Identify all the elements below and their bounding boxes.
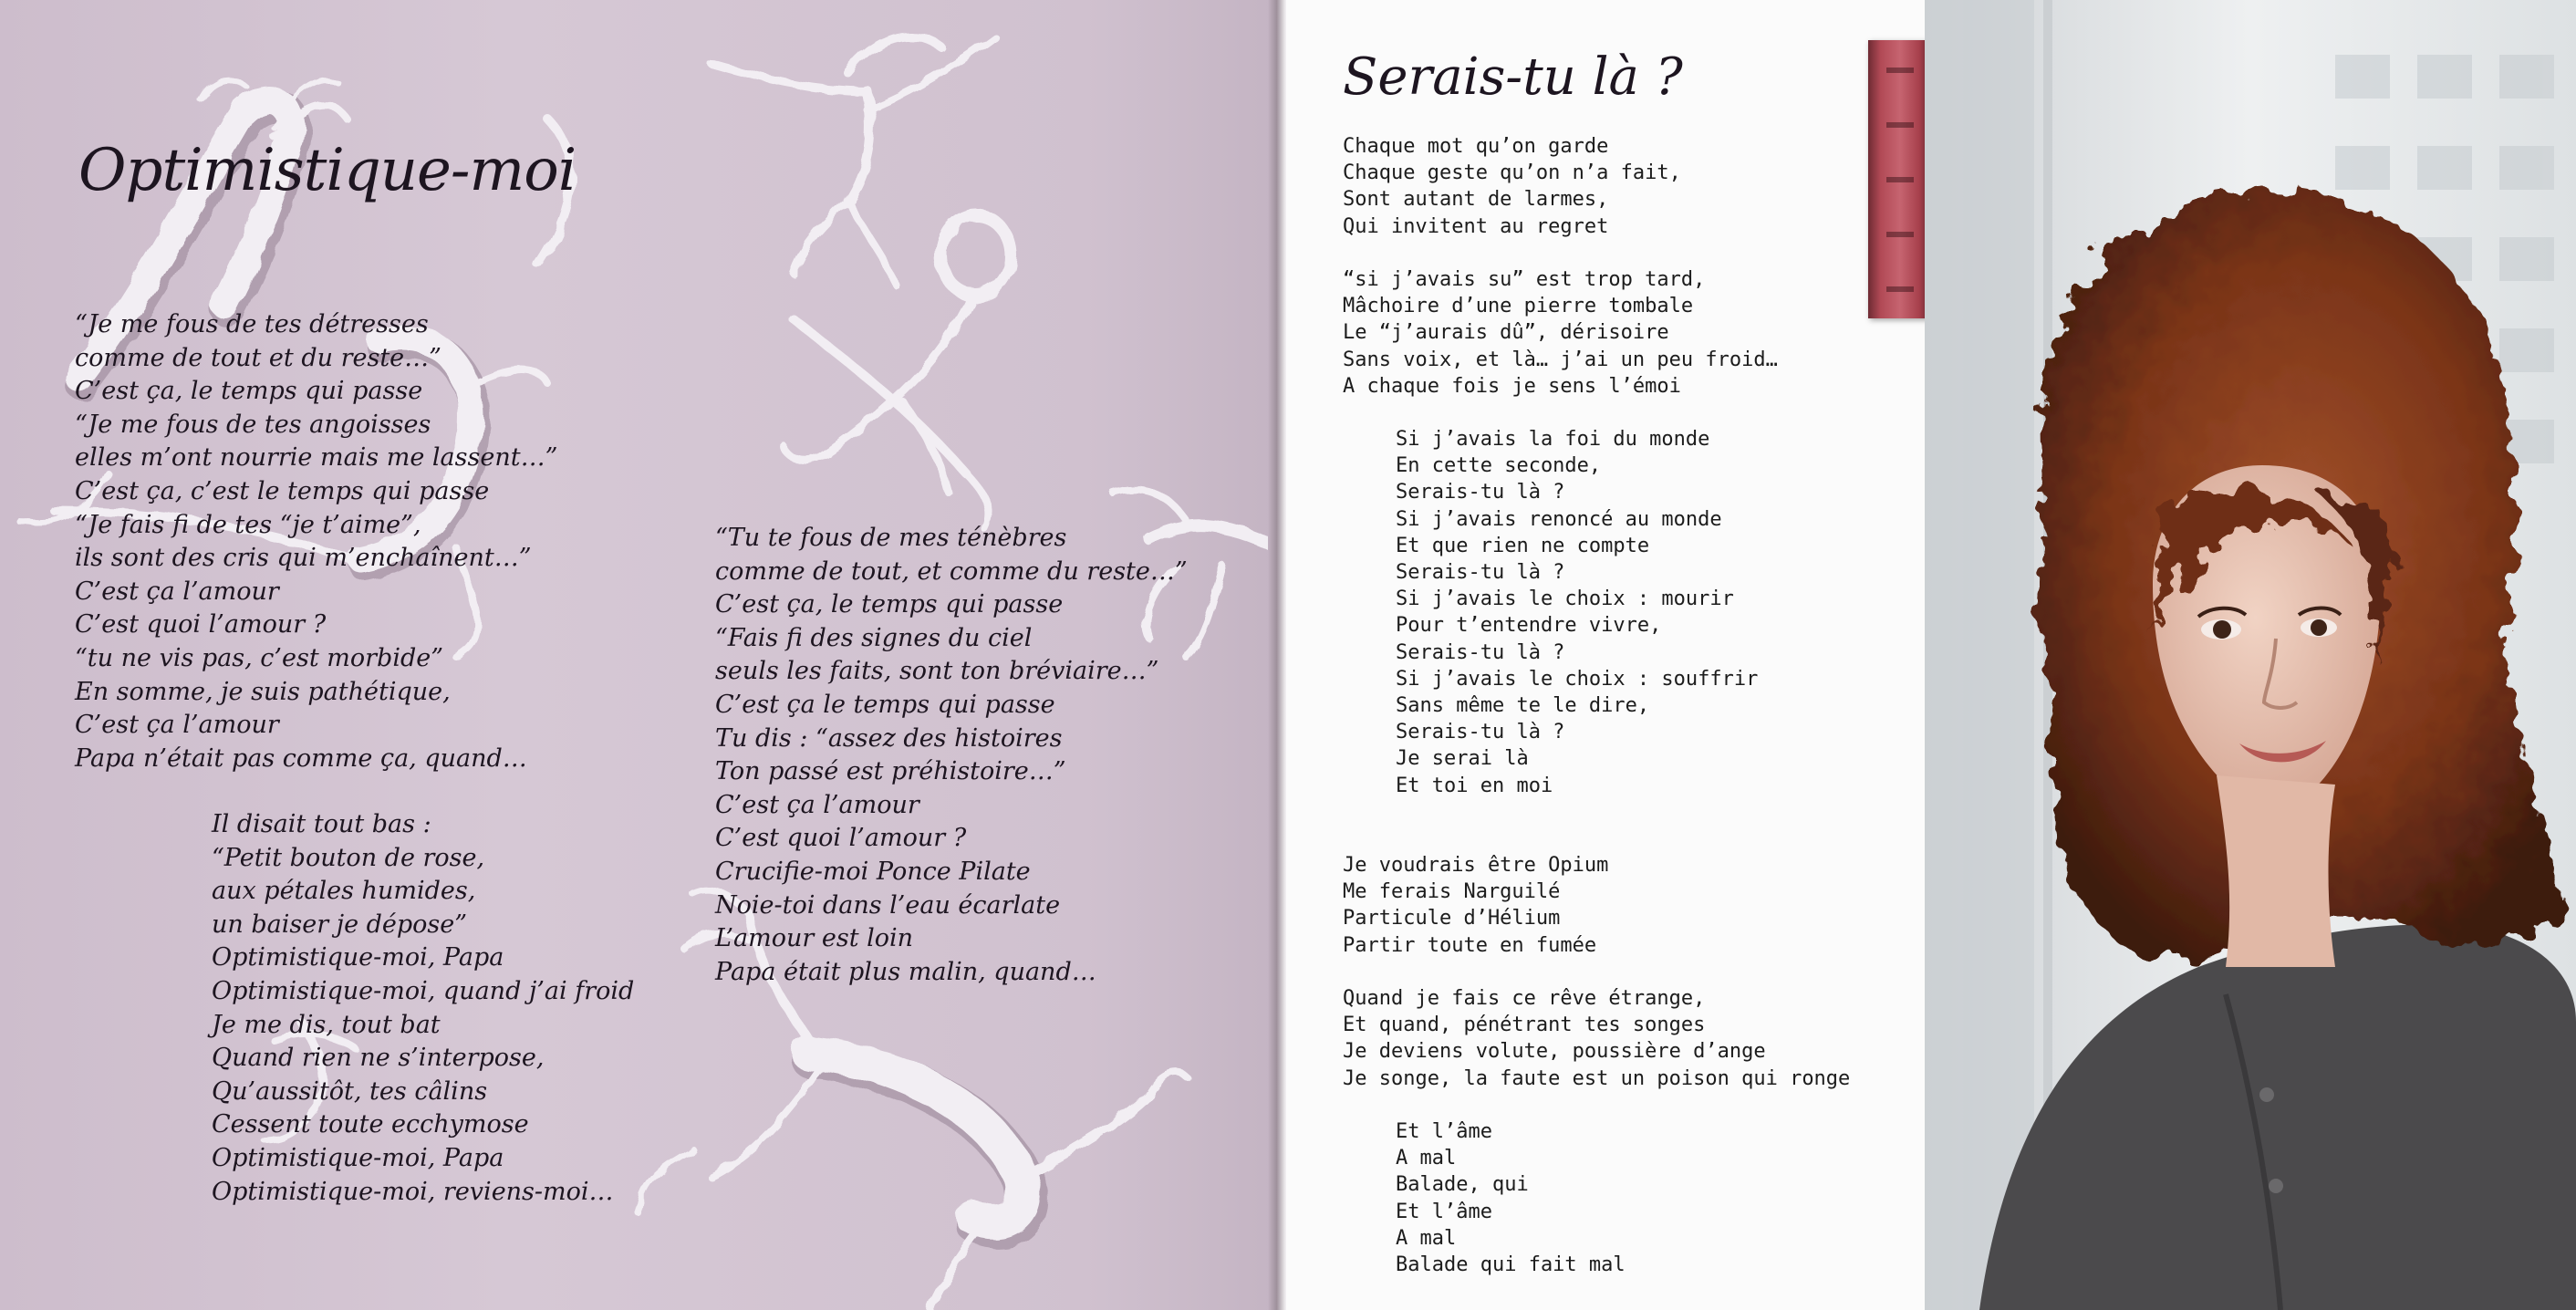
lyric-line: Balade, qui: [1396, 1173, 1529, 1197]
lyric-line: Je deviens volute, poussière d’ange: [1343, 1040, 1766, 1064]
stanza-gap: [1343, 959, 1850, 985]
lyric-line: Et toi en moi: [1396, 774, 1553, 797]
lyric-line: Pour t’entendre vivre,: [1396, 614, 1662, 638]
right-page: [1286, 0, 2576, 1310]
lyric-line: Je voudrais être Opium: [1343, 854, 1609, 878]
lyric-line: Serais-tu là ?: [1396, 640, 1565, 664]
lyric-line: Noie-toi dans l’eau écarlate: [715, 890, 1061, 920]
lyric-line: “Je me fous de tes détresses: [75, 310, 429, 338]
right-lyrics: [1343, 133, 1850, 1278]
lyric-line: Chaque geste qu’on n’a fait,: [1343, 161, 1681, 185]
right-song-title: Serais-tu là ?: [1343, 47, 1683, 107]
lyric-line: “Je me fous de tes angoisses: [75, 410, 431, 439]
portrait-illustration: [1925, 0, 2576, 1310]
lyric-line: C’est quoi l’amour ?: [715, 824, 967, 853]
lyric-line: Qu’aussitôt, tes câlins: [212, 1076, 488, 1106]
lyric-line: C’est quoi l’amour ?: [75, 610, 327, 639]
lyric-line: Sans voix, et là… j’ai un peu froid…: [1343, 348, 1778, 371]
lyric-line: En cette seconde,: [1396, 454, 1602, 478]
lyric-line: Mâchoire d’une pierre tombale: [1343, 295, 1694, 318]
lyric-line: Sont autant de larmes,: [1343, 188, 1609, 212]
lyric-line: Et que rien ne compte: [1396, 534, 1650, 557]
lyric-line: Si j’avais renoncé au monde: [1396, 507, 1722, 531]
lyric-line: ils sont des cris qui m’enchaînent…”: [75, 544, 532, 573]
left-page: [0, 0, 1277, 1310]
ribbon-mark: [1886, 68, 1914, 73]
lyric-line: Et quand, pénétrant tes songes: [1343, 1014, 1706, 1037]
lyrics-column-three: [715, 522, 1188, 989]
lyric-line: C’est ça, c’est le temps qui passe: [75, 476, 490, 505]
stanza-gap: [1343, 799, 1850, 826]
lyric-line: Serais-tu là ?: [1396, 481, 1565, 504]
lyric-line: Crucifie-moi Ponce Pilate: [715, 857, 1031, 886]
lyric-line: Je serai là: [1396, 747, 1529, 771]
lyric-line: Quand je fais ce rêve étrange,: [1343, 987, 1706, 1010]
lyric-line: Serais-tu là ?: [1396, 721, 1565, 744]
stanza-gap: [1343, 400, 1850, 426]
ribbon-mark: [1886, 286, 1914, 292]
lyric-line: C’est ça, le temps qui passe: [715, 590, 1064, 619]
lyric-line: Optimistique-moi, Papa: [212, 943, 504, 972]
lyric-line: Tu dis : “assez des histoires: [715, 723, 1063, 753]
lyric-line: En somme, je suis pathétique,: [75, 677, 451, 706]
cross-figure-doodle: [784, 215, 1011, 529]
lyric-line: Quand rien ne s’interpose,: [212, 1044, 545, 1073]
lyric-line: C’est ça l’amour: [715, 790, 919, 819]
lyric-line: C’est ça l’amour: [75, 577, 279, 606]
lyric-line: L’amour est loin: [715, 924, 914, 953]
lyric-line: Optimistique-moi, quand j’ai froid: [212, 976, 635, 1005]
ribbon-mark: [1886, 122, 1914, 128]
ribbon-mark: [1886, 177, 1914, 182]
lyric-line: Qui invitent au regret: [1343, 214, 1609, 238]
lyric-line: Cessent toute ecchymose: [212, 1110, 529, 1139]
lyric-line: Je me dis, tout bat: [212, 1010, 441, 1039]
lyric-line: Si j’avais la foi du monde: [1396, 428, 1710, 452]
lyric-line: Le “j’aurais dû”, dérisoire: [1343, 321, 1669, 345]
stanza-gap: [1343, 1092, 1850, 1118]
lyric-line: Papa n’était pas comme ça, quand…: [75, 743, 527, 773]
stanza-gap: [1343, 240, 1850, 266]
lyric-line: seuls les faits, sont ton bréviaire…”: [715, 657, 1159, 686]
lyric-line: Ton passé est préhistoire…”: [715, 757, 1066, 786]
lyric-line: Si j’avais le choix : mourir: [1396, 587, 1734, 611]
lyric-line: Me ferais Narguilé: [1343, 880, 1561, 904]
red-ribbon-decoration: [1868, 40, 1932, 318]
lyric-line: A mal: [1396, 1226, 1457, 1250]
lyric-line: comme de tout et du reste…”: [75, 343, 441, 372]
lyrics-column-two: [212, 808, 634, 1209]
lyric-line: A mal: [1396, 1147, 1457, 1170]
lyric-line: Je songe, la faute est un poison qui ronge: [1343, 1066, 1851, 1090]
lyric-line: Il disait tout bas :: [212, 810, 431, 838]
lyric-line: “Tu te fous de mes ténèbres: [715, 524, 1067, 552]
left-song-title: Optimistique-moi: [78, 137, 576, 204]
lyric-line: Sans même te le dire,: [1396, 693, 1650, 717]
stanza-gap: [1343, 826, 1850, 852]
lyric-line: “si j’avais su” est trop tard,: [1343, 267, 1706, 291]
lyric-line: comme de tout, et comme du reste…”: [715, 556, 1188, 586]
lyric-line: “Petit bouton de rose,: [212, 843, 485, 872]
lyric-line: A chaque fois je sens l’émoi: [1343, 374, 1681, 398]
lyric-line: Chaque mot qu’on garde: [1343, 135, 1609, 158]
lyric-line: aux pétales humides,: [212, 877, 476, 906]
lyric-line: Et l’âme: [1396, 1200, 1492, 1223]
lyric-line: Serais-tu là ?: [1396, 561, 1565, 584]
lyric-line: Optimistique-moi, Papa: [212, 1143, 504, 1172]
lyric-line: Particule d’Hélium: [1343, 907, 1561, 931]
lyric-line: C’est ça l’amour: [75, 711, 279, 740]
singer-portrait-photo: [1925, 0, 2576, 1310]
ribbon-mark: [1886, 232, 1914, 237]
lyric-line: Et l’âme: [1396, 1119, 1492, 1143]
lyric-line: elles m’ont nourrie mais me lassent…”: [75, 443, 558, 473]
lyric-line: Papa était plus malin, quand…: [715, 957, 1096, 986]
lyric-line: Partir toute en fumée: [1343, 933, 1597, 957]
lyric-line: C’est ça le temps qui passe: [715, 690, 1055, 719]
lyric-line: Optimistique-moi, reviens-moi…: [212, 1177, 614, 1206]
lyrics-column-one: [75, 308, 557, 775]
stick-figure-doodle: [712, 36, 994, 283]
lyric-line: “tu ne vis pas, c’est morbide”: [75, 643, 444, 672]
lyric-line: un baiser je dépose”: [212, 910, 468, 939]
lyric-line: “Je fais fi de tes “je t’aime”,: [75, 510, 421, 539]
lyric-line: C’est ça, le temps qui passe: [75, 377, 423, 406]
lyric-line: “Fais fi des signes du ciel: [715, 623, 1033, 652]
lyric-line: Si j’avais le choix : souffrir: [1396, 667, 1759, 691]
lyric-line: Balade qui fait mal: [1396, 1253, 1626, 1276]
